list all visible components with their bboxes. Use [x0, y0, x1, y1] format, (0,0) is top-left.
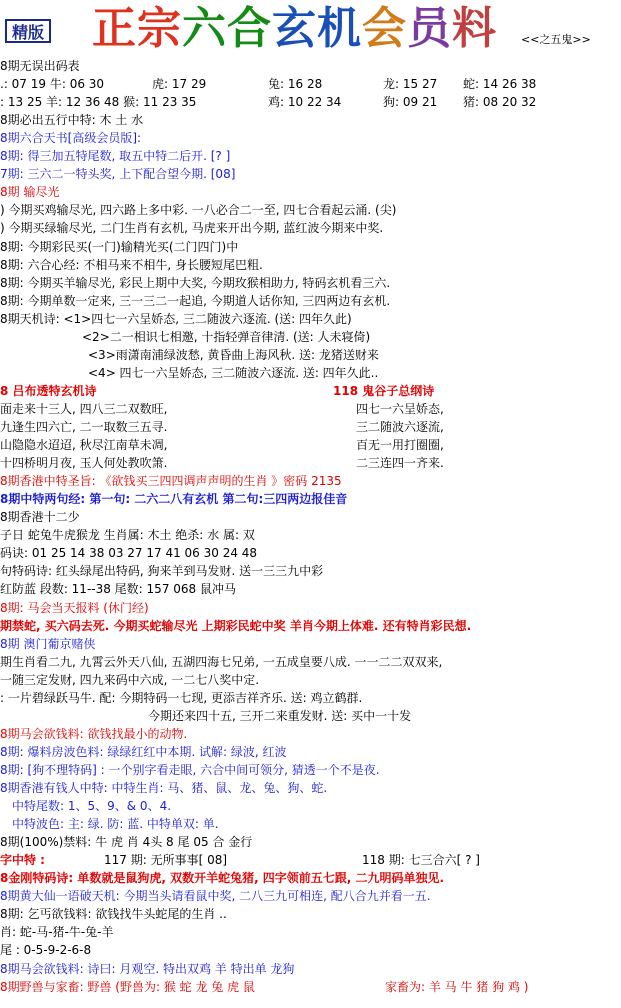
text-line — [0, 400, 621, 418]
text-segment: <2>二一相识七相邀, 十指轻弹音律清. (送: 人未寝倚) — [82, 330, 371, 344]
text-line — [0, 833, 621, 851]
page-subtitle: <<之五鬼>> — [521, 33, 591, 46]
text-segment: 8期: [狗不理特码] : 一个别字看走眼, 六合中间可领分, 猜透一个不是夜. — [0, 763, 380, 777]
text-segment: 期禁蛇, 买六码去死. 今期买蛇输尽光 上期彩民蛇中奖 羊肖今期上体难. 还有特肖彩民想. — [0, 619, 472, 633]
text-line — [0, 472, 621, 490]
text-line — [0, 310, 621, 328]
text-segment: 8期香港有钱人中特: 中特生肖: 马、猪、鼠、龙、兔、狗、蛇. — [0, 781, 328, 795]
text-segment: 猪: 08 20 32 — [463, 95, 537, 109]
text-line — [0, 201, 621, 219]
title-char: 员 — [407, 3, 452, 54]
text-segment: 一随三定发财, 四九来码中六成, 一二七八奖中定. — [0, 673, 260, 687]
text-line — [0, 617, 621, 635]
text-line — [0, 382, 621, 400]
text-segment: 蛇: 14 26 38 — [463, 77, 537, 91]
text-line — [0, 815, 621, 833]
title-char: 六 — [182, 3, 227, 54]
text-segment: 8期: 得三加五特尾数, 取五中特二后开. [? ] — [0, 149, 231, 163]
text-line — [0, 364, 621, 382]
text-segment: 8期(100%)禁料: 牛 虎 肖 4头 8 尾 05 合 金行 — [0, 835, 253, 849]
text-line — [0, 887, 621, 905]
text-line — [0, 274, 621, 292]
text-line — [0, 761, 621, 779]
text-segment: 山隐隐水迢迢, 秋尽江南草未凋, — [0, 438, 168, 452]
text-segment: 8金刚特码诗: 单数就是鼠狗虎, 双数开羊蛇兔猪, 四字领前五七跟, 二九明码单独见. — [0, 871, 445, 885]
text-segment: 中特波色: 主: 绿. 防: 蓝. 中特单双: 单. — [12, 817, 219, 831]
text-line — [0, 923, 621, 941]
text-segment: 狗: 09 21 — [383, 95, 438, 109]
text-line — [0, 671, 621, 689]
text-line — [0, 562, 621, 580]
text-line — [0, 743, 621, 761]
text-line — [0, 869, 621, 887]
text-line — [0, 707, 621, 725]
text-segment: 8期: 乞丐欲钱料: 欲钱找牛头蛇尾的生肖 .. — [0, 907, 227, 921]
text-segment: 二三连四一齐来. — [356, 456, 444, 470]
text-line — [0, 147, 621, 165]
text-line — [0, 418, 621, 436]
edition-badge: 精版 — [5, 19, 51, 43]
text-line — [0, 960, 621, 978]
text-segment: 虎: 17 29 — [152, 77, 207, 91]
text-segment: 8期 澳门葡京赌侠 — [0, 637, 96, 651]
text-segment: 龙: 15 27 — [383, 77, 438, 91]
text-segment: 8期野兽与家畜: 野兽 (野兽为: 猴 蛇 龙 兔 虎 鼠 — [0, 980, 255, 994]
text-line — [0, 454, 621, 472]
text-segment: 8期: 马会当天报料 (休门经) — [0, 601, 149, 615]
text-segment: 面走来十三人, 四八三二双数旺, — [0, 402, 168, 416]
text-line — [0, 941, 621, 959]
text-segment: 肖: 蛇-马-猪-牛-兔-羊 — [0, 925, 114, 939]
text-segment: <3>雨潇南浦绿波愁, 黄昏曲上海风秋. 送: 龙猪送财来 — [88, 348, 379, 362]
text-segment: 8期: 今期买羊输尽光, 彩民上期中大奖, 今期玫猴相助力, 特码玄机看三六. — [0, 276, 391, 290]
text-segment: 8期: 今期彩民买(一门)输精光买(二门四门)中 — [0, 240, 239, 254]
text-line — [0, 183, 621, 201]
text-segment: .: 07 19 牛: 06 30 — [0, 77, 105, 91]
text-segment: 118 期: 七三合六[ ? ] — [362, 853, 480, 867]
text-segment: 期生肖看二九, 九霄云外天八仙, 五湖四海七兄弟, 一五成皇要八成. 一一二二双双来, — [0, 655, 443, 669]
title-char: 宗 — [137, 3, 182, 54]
text-line — [0, 978, 621, 996]
text-line — [0, 490, 621, 508]
text-segment: 兔: 16 28 — [268, 77, 323, 91]
text-line — [0, 129, 621, 147]
text-segment: 8期马会欲钱料: 诗曰: 月观空. 特出双鸡 羊 特出单 龙狗 — [0, 962, 295, 976]
text-segment: : 一片碧绿跃马牛. 配: 今期特码一七现, 更添吉祥齐乐. 送: 鸡立鹤群. — [0, 691, 363, 705]
text-segment: 中特尾数: 1、5、9、& 0、4. — [12, 799, 172, 813]
text-segment: 字中特 : — [0, 853, 45, 867]
text-segment: 鸡: 10 22 34 — [268, 95, 342, 109]
text-line — [0, 111, 621, 129]
text-line — [0, 725, 621, 743]
text-line — [0, 653, 621, 671]
title-char: 合 — [227, 3, 272, 54]
text-line — [0, 689, 621, 707]
text-line — [0, 346, 621, 364]
text-line — [0, 779, 621, 797]
text-segment: 8期黄大仙一语破天机: 今期当头请看鼠中奖, 二八三九可相连, 配八合九并看一五. — [0, 889, 431, 903]
text-segment: 三二随波六逐流, — [356, 420, 444, 434]
text-line — [0, 851, 621, 869]
text-segment: 九逢生四六亡, 二一取数三五寻. — [0, 420, 168, 434]
text-line — [0, 238, 621, 256]
text-segment: : 13 25 羊: 12 36 48 猴: 11 23 35 — [0, 95, 197, 109]
text-segment: 117 期: 无所事事[ 08] — [104, 853, 228, 867]
text-line — [0, 905, 621, 923]
text-segment: 家畜为: 羊 马 牛 猪 狗 鸡 ) — [385, 980, 529, 994]
text-segment: 句特码诗: 红头绿尾出特码, 狗来羊到马发财. 送一三三九中彩 — [0, 564, 324, 578]
text-line — [0, 328, 621, 346]
page-title — [92, 4, 497, 54]
text-line — [0, 797, 621, 815]
text-line — [0, 219, 621, 237]
text-segment: 百无一用打圈圈, — [356, 438, 444, 452]
title-char: 正 — [92, 3, 137, 54]
text-segment: 8期无误出码表 — [0, 59, 80, 73]
text-segment: 118 鬼谷子总纲诗 — [333, 384, 435, 398]
text-segment: 8期天机诗: <1>四七一六呈娇态, 三二随波六逐流. (送: 四年久此) — [0, 312, 352, 326]
text-segment: 红防蓝 段数: 11--38 尾数: 157 068 鼠冲马 — [0, 582, 236, 596]
text-segment: 尾 : 0-5-9-2-6-8 — [0, 943, 92, 957]
text-segment: 8期: 爆料房波色料: 绿绿红红中本期. 试解: 绿波, 红波 — [0, 745, 287, 759]
text-segment: 今期还来四十五, 三开二来重发财. 送: 买中一十发 — [148, 709, 412, 723]
text-line — [0, 256, 621, 274]
text-segment: 8期: 六合心经: 不相马来不相牛, 身长腰短尾巴粗. — [0, 258, 263, 272]
text-line — [0, 635, 621, 653]
text-segment: 8期必出五行中特: 木 土 水 — [0, 113, 144, 127]
text-segment: 8期马会欲钱料: 欲钱找最小的动物. — [0, 727, 188, 741]
text-segment: 8期中特两句经: 第一句: 二六二八有玄机 第二句:三四两边报佳音 — [0, 492, 348, 506]
text-line — [0, 599, 621, 617]
text-line — [0, 526, 621, 544]
title-char: 玄 — [272, 3, 317, 54]
header — [0, 0, 621, 58]
title-char: 会 — [362, 3, 407, 54]
text-segment: 子日 蛇兔牛虎猴龙 生肖属: 木土 绝杀: 水 属: 双 — [0, 528, 255, 542]
text-line — [0, 544, 621, 562]
text-line — [0, 75, 621, 93]
text-line — [0, 292, 621, 310]
text-segment: <4> 四七一六呈娇态, 三二随波六逐流. 送: 四年久此.. — [88, 366, 379, 380]
text-segment: 7期: 三六二一特头奖, 上下配合望今期. [08] — [0, 167, 236, 181]
text-segment: 四七一六呈娇态, — [356, 402, 444, 416]
text-segment: 8 吕布透特玄机诗 — [0, 384, 97, 398]
text-segment: 8期六合天书[高级会员版]: — [0, 131, 142, 145]
text-segment: 码诀: 01 25 14 38 03 27 17 41 06 30 24 48 — [0, 546, 258, 560]
text-line — [0, 165, 621, 183]
text-segment: ) 今期买鸡输尽光, 四六路上多中彩. 一八必合二一至, 四七合看起云涌. (尖) — [0, 203, 397, 217]
text-segment: 8期香港十二少 — [0, 510, 80, 524]
text-segment: 8期: 今期单数一定来, 三一三二一起追, 今期道人话你知, 三四两边有玄机. — [0, 294, 391, 308]
text-segment: 8期 输尽光 — [0, 185, 60, 199]
text-line — [0, 508, 621, 526]
title-char: 料 — [452, 3, 497, 54]
text-line — [0, 93, 621, 111]
title-char: 机 — [317, 3, 362, 54]
text-line — [0, 57, 621, 75]
text-segment: ) 今期买绿输尽光, 二门生肖有玄机, 马虎来开出今期, 蓝红波今期来中奖. — [0, 221, 384, 235]
text-line — [0, 436, 621, 454]
text-segment: 8期香港中特圣旨: 《欲钱买三四四调声声明的生肖 》密码 2135 — [0, 474, 342, 488]
text-line — [0, 580, 621, 598]
text-segment: 十四桥明月夜, 玉人何处教吹箫. — [0, 456, 168, 470]
